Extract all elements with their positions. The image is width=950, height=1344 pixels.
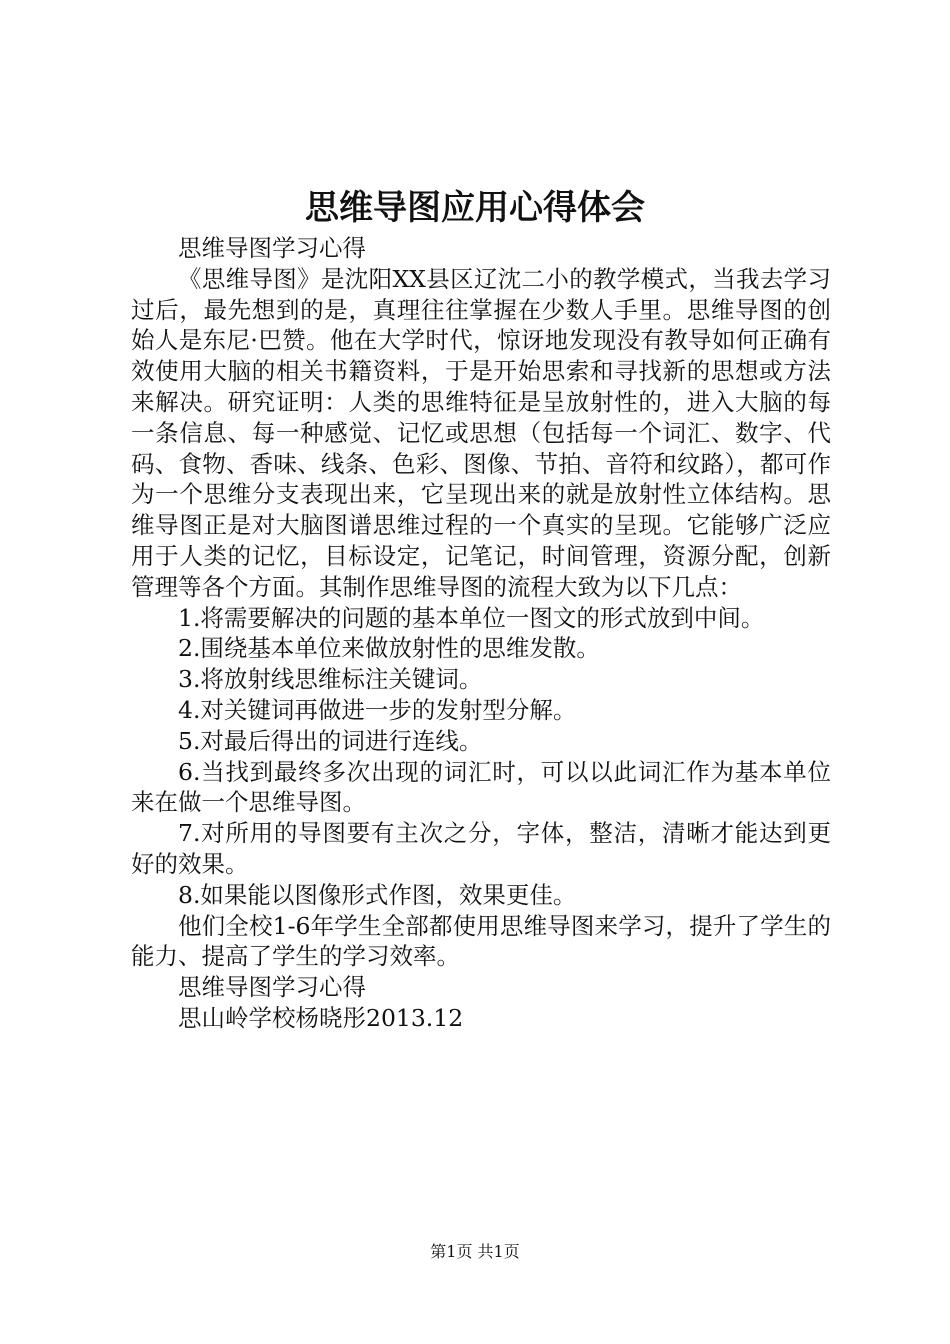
step-item-5: 5.对最后得出的词进行连线。 bbox=[178, 726, 483, 755]
document-body bbox=[131, 233, 831, 1034]
step-item-6: 6.当找到最终多次出现的词汇时，可以以此词汇作为基本单位来在做一个思维导图。 bbox=[131, 757, 831, 817]
step-item-2: 2.围绕基本单位来做放射性的思维发散。 bbox=[178, 634, 600, 663]
step-item-3: 3.将放射线思维标注关键词。 bbox=[178, 665, 483, 694]
step-item-8: 8.如果能以图像形式作图，效果更佳。 bbox=[178, 880, 577, 909]
signature-line: 思山岭学校杨晓彤2013.12 bbox=[178, 1003, 464, 1032]
document-title: 思维导图应用心得体会 bbox=[305, 188, 645, 228]
page-footer: 第1页 共1页 bbox=[430, 1242, 520, 1261]
section-heading: 思维导图学习心得 bbox=[178, 234, 366, 262]
intro-paragraph: 《思维导图》是沈阳XX县区辽沈二小的教学模式，当我去学习过后，最先想到的是，真理往往掌握在少数人手里。思维导图的创始人是东尼·巴赞。他在大学时代，惊讶地发现没有教导如何正确有效使用大脑的相关书籍资料，于是开始思索和寻找新的思想或方法来解决。研究证明：人类的思维特征是呈放射性的，进入大脑的每一条信息、每一种感觉、记忆或思想（包括每一个词汇、数字、代码、食物、香味、线条、色彩、图像、节拍、音符和纹路），都可作为一个思维分支表现出来，它呈现出来的就是放射性立体结构。思维导图正是对大脑图谱思维过程的一个真实的呈现。它能够广泛应用于人类的记忆，目标设定，记笔记，时间管理，资源分配，创新管理等各个方面。其制作思维导图的流程大致为以下几点： bbox=[131, 264, 831, 601]
closing-title: 思维导图学习心得 bbox=[178, 973, 366, 1002]
step-item-1: 1.将需要解决的问题的基本单位一图文的形式放到中间。 bbox=[178, 603, 765, 632]
conclusion-paragraph: 他们全校1-6年学生全部都使用思维导图来学习，提升了学生的能力、提高了学生的学习效率。 bbox=[131, 911, 831, 971]
step-item-4: 4.对关键词再做进一步的发射型分解。 bbox=[178, 695, 577, 724]
step-item-7: 7.对所用的导图要有主次之分，字体，整洁，清晰才能达到更好的效果。 bbox=[131, 819, 831, 878]
